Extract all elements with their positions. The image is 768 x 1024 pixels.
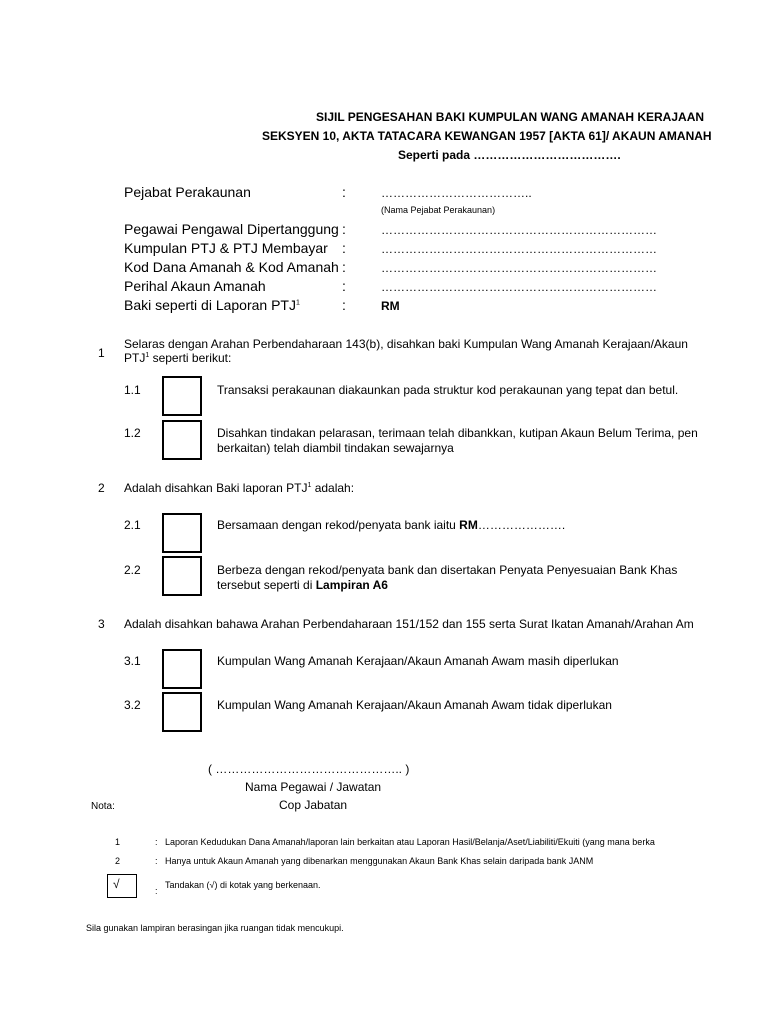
item-number: 2.1 bbox=[124, 518, 141, 532]
field-colon: : bbox=[342, 240, 346, 256]
field-colon: : bbox=[342, 221, 346, 237]
note-text: Tandakan (√) di kotak yang berkenaan. bbox=[165, 880, 321, 890]
field-label: Pejabat Perakaunan bbox=[124, 184, 251, 200]
note-text: Laporan Kedudukan Dana Amanah/laporan lain berkaitan atau Laporan Hasil/Belanja/Aset/Liabiliti/Ekuiti (yang mana berka bbox=[165, 837, 655, 847]
item-text-2: berkaitan) telah diambil tindakan sewajarnya bbox=[217, 441, 454, 455]
section-2-text: Adalah disahkan Baki laporan PTJ$^1$ adalah: bbox=[124, 481, 355, 495]
item-text: Transaksi perakaunan diakaunkan pada struktur kod perakaunan yang tepat dan betul. bbox=[217, 383, 679, 397]
field-label: Kumpulan PTJ & PTJ Membayar bbox=[124, 240, 328, 256]
checkbox-3-2[interactable] bbox=[162, 692, 202, 732]
title-line-1: SIJIL PENGESAHAN BAKI KUMPULAN WANG AMANAH KERAJAAN bbox=[316, 110, 705, 124]
signature-name: Nama Pegawai / Jawatan bbox=[245, 780, 382, 794]
section-number: 1 bbox=[98, 346, 105, 360]
item-number: 1.2 bbox=[124, 426, 141, 440]
note-number: 2 bbox=[115, 856, 121, 866]
field-colon: : bbox=[342, 278, 346, 294]
field-label: Perihal Akaun Amanah bbox=[124, 278, 266, 294]
item-text-2: tersebut seperti di Lampiran A6 bbox=[217, 578, 388, 592]
item-text: Bersamaan dengan rekod/penyata bank iaitu RM…………………. bbox=[217, 518, 566, 532]
field-label: Kod Dana Amanah & Kod Amanah bbox=[124, 259, 339, 275]
checkbox-2-2[interactable] bbox=[162, 556, 202, 596]
note-colon: : bbox=[155, 837, 158, 847]
tick-mark-icon: √ bbox=[113, 877, 120, 891]
field-colon: : bbox=[342, 184, 346, 200]
as-at-line: Seperti pada ………………………………. bbox=[398, 148, 621, 162]
field-label: Baki seperti di Laporan PTJ$^1$ bbox=[124, 297, 300, 313]
note-text: Hanya untuk Akaun Amanah yang dibenarkan menggunakan Akaun Bank Khas selain daripada bank JANM bbox=[165, 856, 594, 866]
section-1-text-2: PTJ$^1$ seperti berikut: bbox=[124, 351, 232, 365]
field-value[interactable]: RM bbox=[381, 299, 400, 313]
section-number: 2 bbox=[98, 481, 105, 495]
signature-line[interactable]: ( ……………………………………….. ) bbox=[208, 762, 410, 776]
note-colon: : bbox=[155, 856, 158, 866]
field-colon: : bbox=[342, 297, 346, 313]
field-value[interactable]: …………………………………………………………… bbox=[381, 261, 657, 275]
checkbox-1-1[interactable] bbox=[162, 376, 202, 416]
section-1-text: Selaras dengan Arahan Perbendaharaan 143(b), disahkan baki Kumpulan Wang Amanah Kerajaan/Akaun bbox=[124, 337, 688, 351]
field-label: Pegawai Pengawal Dipertanggung bbox=[124, 221, 339, 237]
note-number: 1 bbox=[115, 837, 121, 847]
field-value[interactable]: …………………………………………………………… bbox=[381, 223, 657, 237]
notes-label: Nota: bbox=[91, 801, 115, 812]
section-number: 3 bbox=[98, 617, 105, 631]
section-3-text: Adalah disahkan bahawa Arahan Perbendaharaan 151/152 dan 155 serta Surat Ikatan Amanah/Arahan Am bbox=[124, 617, 694, 631]
item-number: 1.1 bbox=[124, 383, 141, 397]
checkbox-2-1[interactable] bbox=[162, 513, 202, 553]
note-colon: : bbox=[155, 886, 158, 896]
title-line-2: SEKSYEN 10, AKTA TATACARA KEWANGAN 1957 [AKTA 61]/ AKAUN AMANAH bbox=[262, 129, 712, 143]
item-text: Berbeza dengan rekod/penyata bank dan disertakan Penyata Penyesuaian Bank Khas bbox=[217, 563, 678, 577]
item-text: Disahkan tindakan pelarasan, terimaan telah dibankkan, kutipan Akaun Belum Terima, pen bbox=[217, 426, 698, 440]
item-number: 2.2 bbox=[124, 563, 141, 577]
item-number: 3.2 bbox=[124, 698, 141, 712]
signature-stamp: Cop Jabatan bbox=[279, 798, 348, 812]
item-number: 3.1 bbox=[124, 654, 141, 668]
field-colon: : bbox=[342, 259, 346, 275]
item-text: Kumpulan Wang Amanah Kerajaan/Akaun Amanah Awam masih diperlukan bbox=[217, 654, 619, 668]
footer-note: Sila gunakan lampiran berasingan jika ruangan tidak mencukupi. bbox=[86, 923, 344, 933]
tick-example-box bbox=[107, 874, 137, 898]
field-value[interactable]: ……………………………….. bbox=[381, 186, 532, 200]
checkbox-1-2[interactable] bbox=[162, 420, 202, 460]
field-value[interactable]: …………………………………………………………… bbox=[381, 242, 657, 256]
field-hint: (Nama Pejabat Perakaunan) bbox=[381, 205, 496, 215]
field-value[interactable]: …………………………………………………………… bbox=[381, 280, 657, 294]
checkbox-3-1[interactable] bbox=[162, 649, 202, 689]
item-text: Kumpulan Wang Amanah Kerajaan/Akaun Amanah Awam tidak diperlukan bbox=[217, 698, 612, 712]
